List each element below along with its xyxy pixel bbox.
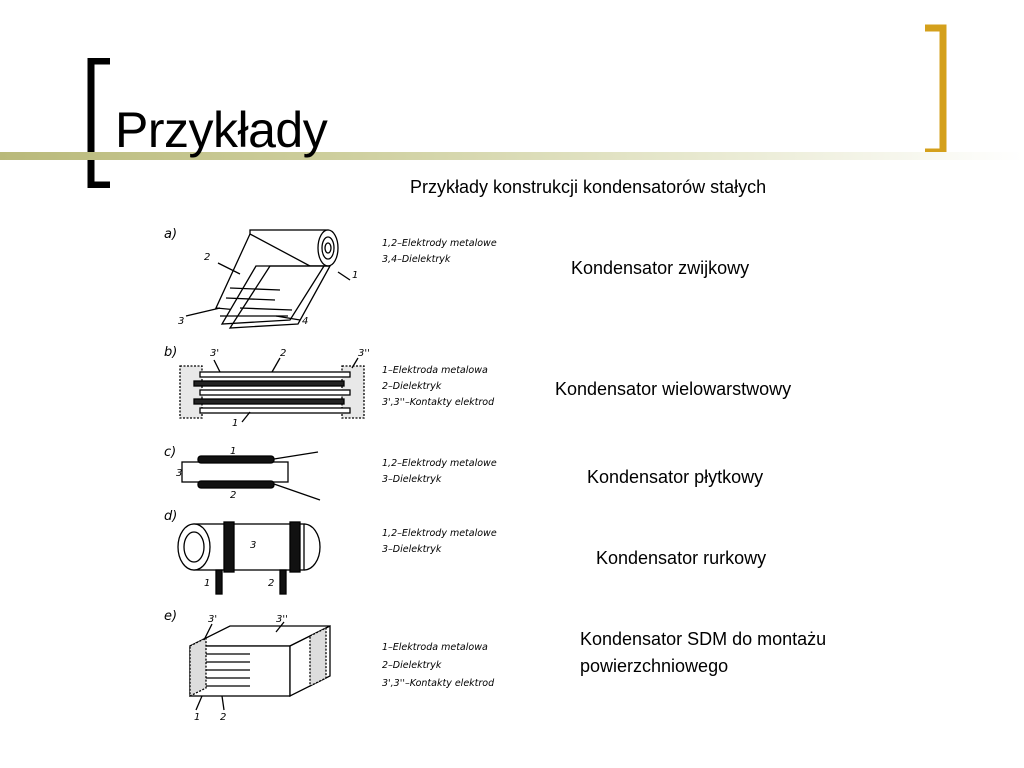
caption-e-line2: powierzchniowego	[580, 656, 729, 676]
left-bracket-ornament	[86, 58, 116, 188]
fig-d-number-3: 3	[250, 540, 257, 551]
drawing-c	[182, 452, 320, 500]
right-bracket-ornament	[920, 24, 950, 156]
legend-b-line2: 2–Dielektryk	[382, 381, 442, 392]
legend-b-line3: 3',3''–Kontakty elektrod	[382, 397, 495, 408]
legend-e-line1: 1–Elektroda metalowa	[382, 642, 488, 653]
caption-b: Kondensator wielowarstwowy	[555, 379, 792, 399]
legend-d-line2: 3–Dielektryk	[382, 544, 442, 555]
figure-letter-d: d)	[164, 509, 178, 524]
fig-e-number-3b: 3''	[276, 614, 288, 625]
fig-e-number-3a: 3'	[208, 614, 218, 625]
capacitor-drawings	[160, 216, 520, 726]
caption-a: Kondensator zwijkowy	[571, 258, 750, 278]
legend-e-line3: 3',3''–Kontakty elektrod	[382, 678, 495, 689]
figure-letter-c: c)	[164, 445, 177, 460]
legend-a-line2: 3,4–Dielektryk	[382, 254, 451, 265]
figure-letter-e: e)	[164, 609, 178, 624]
fig-c-number-1: 1	[230, 446, 237, 457]
fig-a-number-1: 1	[352, 270, 359, 281]
figure-letter-a: a)	[164, 227, 178, 242]
fig-b-number-2: 2	[280, 348, 287, 359]
drawing-b	[180, 358, 364, 422]
legend-a-line1: 1,2–Elektrody metalowe	[382, 238, 497, 249]
legend-b-line1: 1–Elektroda metalowa	[382, 365, 488, 376]
fig-b-number-1: 1	[232, 418, 239, 429]
caption-d: Kondensator rurkowy	[596, 548, 767, 568]
legend-c-line1: 1,2–Elektrody metalowe	[382, 458, 497, 469]
fig-d-number-1: 1	[204, 578, 211, 589]
caption-c: Kondensator płytkowy	[587, 467, 764, 487]
fig-b-number-3b: 3''	[358, 348, 370, 359]
slide-subtitle: Przykłady konstrukcji kondensatorów stałych	[410, 177, 767, 197]
fig-c-number-2: 2	[230, 490, 237, 501]
drawing-e	[190, 622, 330, 710]
slide-title: Przykłady	[115, 102, 328, 158]
caption-e-line1: Kondensator SDM do montażu	[580, 629, 827, 649]
fig-e-number-2: 2	[220, 712, 227, 723]
drawing-a	[186, 230, 350, 328]
fig-a-number-3: 3	[178, 316, 185, 327]
legend-e-line2: 2–Dielektryk	[382, 660, 442, 671]
fig-a-number-2: 2	[204, 252, 211, 263]
legend-d-line1: 1,2–Elektrody metalowe	[382, 528, 497, 539]
fig-b-number-3a: 3'	[210, 348, 220, 359]
fig-d-number-2: 2	[268, 578, 275, 589]
fig-a-number-4: 4	[302, 316, 309, 327]
figure-letter-b: b)	[164, 345, 178, 360]
fig-c-number-3: 3	[176, 468, 183, 479]
legend-c-line2: 3–Dielektryk	[382, 474, 442, 485]
drawing-d	[178, 522, 320, 594]
fig-e-number-1: 1	[194, 712, 201, 723]
